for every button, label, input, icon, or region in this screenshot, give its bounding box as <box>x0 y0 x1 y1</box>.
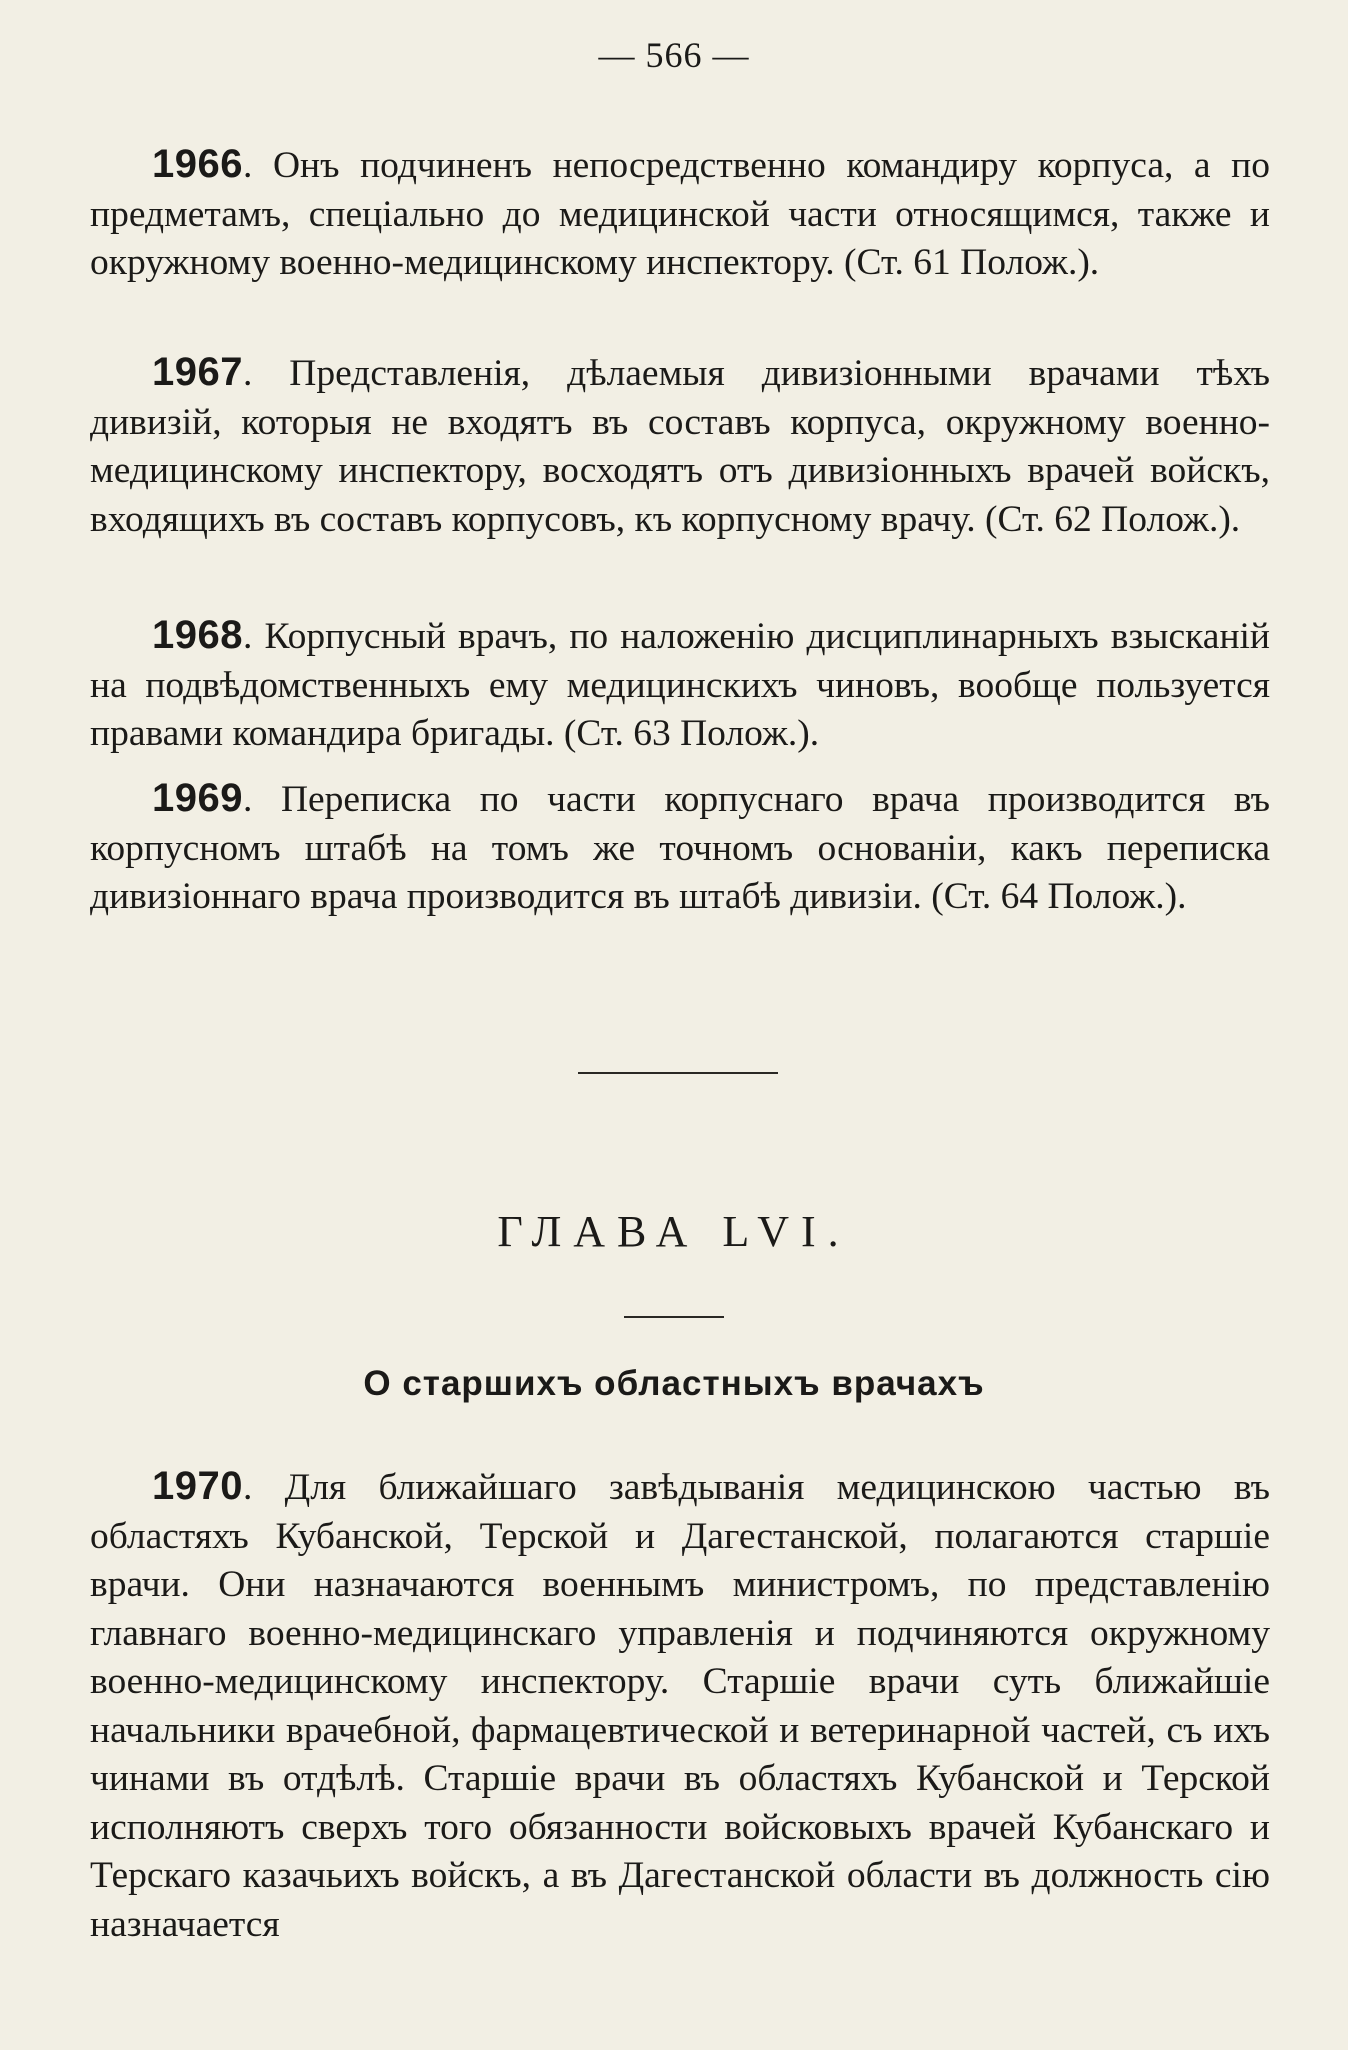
chapter-divider <box>624 1316 724 1318</box>
article-1966 <box>90 140 1270 288</box>
article-number: 1968 <box>152 613 243 657</box>
article-1970 <box>90 1462 1270 1949</box>
article-text: . Онъ подчиненъ непосредственно командиру корпуса, а по предметамъ, спеціально до медицинской части относящимся, также и окружному военно-медицинскому инспектору. (Ст. 61 Полож.). <box>90 145 1270 283</box>
article-1969 <box>90 774 1270 922</box>
article-number: 1967 <box>152 350 243 394</box>
section-divider <box>578 1072 778 1074</box>
article-number: 1970 <box>152 1464 243 1508</box>
article-number: 1966 <box>152 142 243 186</box>
article-1967 <box>90 348 1270 544</box>
chapter-title: ГЛАВА LVI. <box>497 1207 851 1256</box>
article-number: 1969 <box>152 776 243 820</box>
page-number: — 566 — <box>598 35 750 75</box>
article-text: . Для ближайшаго завѣдыванія медицинскою частью въ областяхъ Кубанской, Терской и Дагестанской, полагаются старшіе врачи. Они назначаются военнымъ министромъ, по представленію главнаго военно-медицинскаго управленія и подчиняются окружному военно-медицинскому инспектору. Старшіе врачи суть ближайшіе начальники врачебной, фармацевтической и ветеринарной частей, съ ихъ чинами въ отдѣлѣ. Старшіе врачи въ областяхъ Кубанской и Терской исполняютъ сверхъ того обязанности войсковыхъ врачей Кубанскаго и Терскаго казачьихъ войскъ, а въ Дагестанской области въ должность сію назначается <box>90 1467 1270 1945</box>
section-title: О старшихъ областныхъ врачахъ <box>363 1364 985 1403</box>
article-text: . Представленія, дѣлаемыя дивизіонными врачами тѣхъ дивизій, которыя не входятъ въ составъ корпуса, окружному военно-медицинскому инспектору, восходятъ отъ дивизіонныхъ врачей войскъ, входящихъ въ составъ корпусовъ, къ корпусному врачу. (Ст. 62 Полож.). <box>90 353 1270 540</box>
article-1968 <box>90 611 1270 759</box>
article-text: . Переписка по части корпуснаго врача производится въ корпусномъ штабѣ на томъ же точномъ основаніи, какъ переписка дивизіоннаго врача производится въ штабѣ дивизіи. (Ст. 64 Полож.). <box>90 779 1270 917</box>
article-text: . Корпусный врачъ, по наложенію дисциплинарныхъ взысканій на подвѣдомственныхъ ему медицинскихъ чиновъ, вообще пользуется правами командира бригады. (Ст. 63 Полож.). <box>90 616 1270 754</box>
